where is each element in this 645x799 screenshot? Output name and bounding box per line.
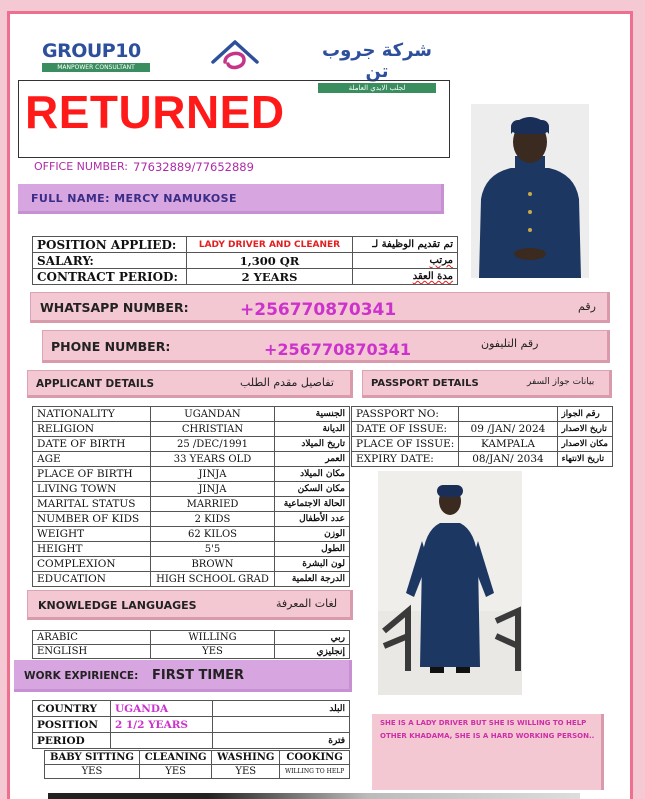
table-row: [33, 422, 350, 437]
applicant-cell-value: JINJA: [151, 467, 275, 482]
skill-value: WILLING TO HELP: [280, 765, 350, 779]
experience-cell-label: POSITION: [33, 717, 111, 733]
table-row: [33, 269, 458, 285]
applicant-cell-arabic: الدرجة العلمية: [275, 572, 350, 587]
table-row: [33, 542, 350, 557]
passport-cell-label: PLACE OF ISSUE:: [352, 437, 459, 452]
passport-details-table: [351, 406, 613, 467]
applicant-cell-arabic: تاريخ الميلاد: [275, 437, 350, 452]
phone-number[interactable]: +256770870341: [264, 340, 411, 359]
experience-cell-value: UGANDA: [111, 701, 213, 717]
applicant-cell-label: PLACE OF BIRTH: [33, 467, 151, 482]
applicant-details-arabic: تفاصيل مقدم الطلب: [240, 376, 334, 389]
language-cell-arabic: ربي: [275, 631, 350, 645]
applicant-cell-value: 2 KIDS: [151, 512, 275, 527]
skill-header: COOKING: [280, 751, 350, 765]
applicant-cell-arabic: الوزن: [275, 527, 350, 542]
phone-banner: [42, 330, 610, 363]
applicant-cell-label: RELIGION: [33, 422, 151, 437]
applicant-cell-arabic: الديانة: [275, 422, 350, 437]
applicant-cell-label: LIVING TOWN: [33, 482, 151, 497]
applicant-cell-arabic: لون البشرة: [275, 557, 350, 572]
experience-cell-label: PERIOD: [33, 733, 111, 749]
table-row: [33, 482, 350, 497]
passport-details-arabic: بيانات جواز السفر: [527, 377, 595, 387]
applicant-cell-label: AGE: [33, 452, 151, 467]
table-row: [33, 497, 350, 512]
contract-label: CONTRACT PERIOD:: [33, 269, 187, 285]
passport-cell-arabic: تاريخ الانتهاء: [557, 452, 612, 467]
remarks-box: [372, 714, 604, 790]
applicant-cell-label: NUMBER OF KIDS: [33, 512, 151, 527]
passport-cell-value: KAMPALA: [459, 437, 557, 452]
table-row: [33, 572, 350, 587]
applicant-cell-label: DATE OF BIRTH: [33, 437, 151, 452]
whatsapp-number[interactable]: +256770870341: [240, 300, 397, 320]
table-row: [33, 437, 350, 452]
applicant-cell-arabic: عدد الأطفال: [275, 512, 350, 527]
applicant-cell-value: MARRIED: [151, 497, 275, 512]
passport-cell-arabic: مكان الاصدار: [557, 437, 612, 452]
skill-value: YES: [45, 765, 140, 779]
table-row: [33, 701, 350, 717]
table-row: [33, 237, 458, 253]
logo-arabic-brand: شركة جروب تن: [322, 40, 432, 82]
applicant-details-label: APPLICANT DETAILS: [36, 378, 155, 390]
skill-value: YES: [139, 765, 211, 779]
applicant-cell-value: 25 /DEC/1991: [151, 437, 275, 452]
experience-cell-label: COUNTRY: [33, 701, 111, 717]
status-box: [18, 80, 450, 158]
position-table: [32, 236, 458, 285]
applicant-cell-value: 62 KILOS: [151, 527, 275, 542]
applicant-portrait-photo: [471, 104, 589, 278]
salary-value: 1,300 QR: [187, 253, 353, 269]
experience-cell-arabic: [213, 717, 350, 733]
whatsapp-label: WHATSAPP NUMBER:: [40, 300, 189, 315]
table-row: [33, 527, 350, 542]
full-name-text: FULL NAME: MERCY NAMUKOSE: [31, 192, 237, 205]
salary-label: SALARY:: [33, 253, 187, 269]
office-number-label: OFFICE NUMBER:: [34, 160, 128, 173]
position-label: POSITION APPLIED:: [33, 237, 187, 253]
experience-cell-arabic: البلد: [213, 701, 350, 717]
table-row: [33, 631, 350, 645]
applicant-cell-label: COMPLEXION: [33, 557, 151, 572]
salary-arabic: مرتب: [353, 253, 458, 269]
knowledge-languages-label: KNOWLEDGE LANGUAGES: [38, 599, 197, 612]
work-experience-banner: [14, 660, 352, 692]
table-row: [33, 452, 350, 467]
table-row: [33, 717, 350, 733]
applicant-cell-arabic: العمر: [275, 452, 350, 467]
table-row: [45, 751, 350, 765]
table-row: [33, 407, 350, 422]
table-row: [33, 733, 350, 749]
skill-header: WASHING: [212, 751, 280, 765]
position-value: LADY DRIVER AND CLEANER: [187, 237, 353, 253]
language-cell-value: YES: [151, 645, 275, 659]
table-row: [352, 437, 613, 452]
whatsapp-arabic: رقم: [578, 300, 596, 313]
knowledge-languages-banner: [27, 590, 353, 620]
applicant-cell-value: JINJA: [151, 482, 275, 497]
returned-stamp: RETURNED: [25, 86, 285, 138]
experience-cell-value: [111, 733, 213, 749]
contract-arabic: مدة العقد: [353, 269, 458, 285]
applicant-cell-arabic: الحالة الاجتماعية: [275, 497, 350, 512]
passport-cell-label: DATE OF ISSUE:: [352, 422, 459, 437]
applicant-cell-label: WEIGHT: [33, 527, 151, 542]
passport-cell-value: [459, 407, 557, 422]
passport-cell-value: 09 /JAN/ 2024: [459, 422, 557, 437]
applicant-cell-label: NATIONALITY: [33, 407, 151, 422]
skill-header: CLEANING: [139, 751, 211, 765]
table-row: [33, 645, 350, 659]
applicant-cell-value: CHRISTIAN: [151, 422, 275, 437]
whatsapp-banner: [30, 292, 610, 323]
skill-value: YES: [212, 765, 280, 779]
office-number-value: 77632889/77652889: [133, 160, 254, 174]
logo-brand: GROUP10: [42, 40, 141, 62]
applicant-details-table: [32, 406, 350, 587]
contract-value: 2 YEARS: [187, 269, 353, 285]
applicant-cell-value: 5'5: [151, 542, 275, 557]
applicant-cell-label: EDUCATION: [33, 572, 151, 587]
applicant-details-banner: [27, 370, 353, 398]
table-row: [33, 253, 458, 269]
skill-header: BABY SITTING: [45, 751, 140, 765]
applicant-cell-value: HIGH SCHOOL GRAD: [151, 572, 275, 587]
experience-table: [32, 700, 350, 749]
skills-table: [44, 750, 350, 779]
group10-logo: [42, 40, 152, 72]
applicant-full-body-photo: [378, 471, 522, 695]
language-cell-value: WILLING: [151, 631, 275, 645]
table-row: [352, 407, 613, 422]
applicant-cell-arabic: الطول: [275, 542, 350, 557]
applicant-cell-arabic: مكان الميلاد: [275, 467, 350, 482]
applicant-cell-arabic: الجنسية: [275, 407, 350, 422]
passport-cell-label: PASSPORT NO:: [352, 407, 459, 422]
applicant-cell-value: UGANDAN: [151, 407, 275, 422]
passport-cell-arabic: رقم الجواز: [557, 407, 612, 422]
phone-label: PHONE NUMBER:: [51, 339, 171, 354]
language-cell-arabic: إنجليزي: [275, 645, 350, 659]
position-arabic: تم تقديم الوظيفة لـ: [353, 237, 458, 253]
language-cell-label: ENGLISH: [33, 645, 151, 659]
table-row: [352, 422, 613, 437]
applicant-cell-label: MARITAL STATUS: [33, 497, 151, 512]
languages-table: [32, 630, 350, 659]
remarks-text: SHE IS A LADY DRIVER BUT SHE IS WILLING TO HELP OTHER KHADAMA, SHE IS A HARD WORKING PERSON..: [380, 719, 595, 740]
logo-arabic-tagline: لجلب الايدي العاملة: [318, 83, 436, 93]
passport-details-banner: [362, 370, 612, 398]
table-row: [33, 512, 350, 527]
work-experience-value: FIRST TIMER: [152, 668, 245, 683]
applicant-cell-value: BROWN: [151, 557, 275, 572]
passport-details-label: PASSPORT DETAILS: [371, 378, 479, 389]
passport-cell-value: 08/JAN/ 2034: [459, 452, 557, 467]
experience-cell-arabic: فترة: [213, 733, 350, 749]
logo-tagline: MANPOWER CONSULTANT: [42, 63, 150, 72]
table-row: [33, 557, 350, 572]
knowledge-languages-arabic: لغات المعرفة: [276, 597, 338, 610]
passport-cell-label: EXPIRY DATE:: [352, 452, 459, 467]
applicant-cell-label: HEIGHT: [33, 542, 151, 557]
table-row: [45, 765, 350, 779]
table-row: [352, 452, 613, 467]
house-logo-icon: [210, 38, 260, 74]
experience-cell-value: 2 1/2 YEARS: [111, 717, 213, 733]
full-name-banner: [18, 184, 444, 214]
applicant-cell-arabic: مكان السكن: [275, 482, 350, 497]
phone-arabic: رقم التليفون: [481, 337, 539, 350]
applicant-cell-value: 33 YEARS OLD: [151, 452, 275, 467]
footer-bar: [48, 793, 580, 799]
passport-cell-arabic: تاريخ الاصدار: [557, 422, 612, 437]
table-row: [33, 467, 350, 482]
work-experience-label: WORK EXPIRIENCE:: [24, 670, 139, 682]
language-cell-label: ARABIC: [33, 631, 151, 645]
